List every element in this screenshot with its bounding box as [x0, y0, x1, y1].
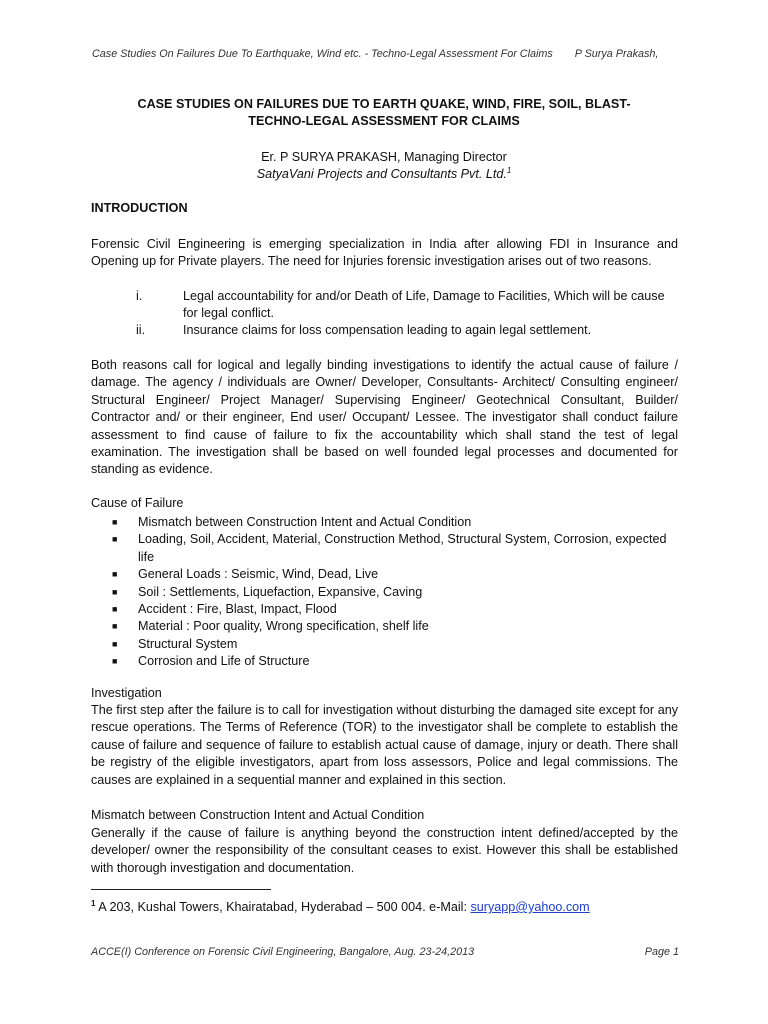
running-header-author: P Surya Prakash,: [574, 48, 659, 60]
cause-of-failure-list: [112, 514, 682, 671]
footnote-reference[interactable]: 1: [506, 166, 512, 175]
running-header-title: Case Studies On Failures Due To Earthquake, Wind etc. - Techno-Legal Assessment For Claims: [92, 48, 553, 60]
footnote: [91, 899, 590, 914]
conference-citation: ACCE(I) Conference on Forensic Civil Engineering, Bangalore, Aug. 23-24,2013: [91, 946, 475, 958]
bullet-square-icon: ■: [112, 586, 118, 597]
list-item-text: Mismatch between Construction Intent and Actual Condition: [138, 515, 472, 529]
document-title-line-2: TECHNO-LEGAL ASSESSMENT FOR CLAIMS: [248, 114, 520, 128]
list-item: [112, 636, 682, 653]
running-header: [92, 48, 692, 60]
reason-number: i.: [136, 289, 143, 303]
bullet-square-icon: ■: [112, 517, 118, 527]
list-item-text: Soil : Settlements, Liquefaction, Expansive, Caving: [138, 584, 423, 599]
list-item: [112, 531, 682, 566]
organization-name: SatyaVani Projects and Consultants Pvt. Ltd.: [256, 167, 507, 182]
document-title-line-1: CASE STUDIES ON FAILURES DUE TO EARTH QUAKE, WIND, FIRE, SOIL, BLAST-: [137, 97, 631, 111]
bullet-square-icon: ■: [112, 656, 118, 667]
list-item-text: Loading, Soil, Accident, Material, Construction Method, Structural System, Corrosion, expected life: [138, 532, 667, 564]
investigation-heading: Investigation: [91, 686, 162, 700]
investigation-paragraph: The first step after the failure is to call for investigation without disturbing the damaged site except for any rescue operations. The Terms of Reference (TOR) to the investigator shall be complete to establish the cause of failure and sequence of failure to establish actual cause of damage, injury or death. There shall be registry of the eligible investigators, apart from loss assessors, Police and legal commissions. The causes are explained in a sequential manner and explained in this section.: [91, 703, 678, 787]
author-line: Er. P SURYA PRAKASH, Managing Director: [261, 150, 507, 164]
footnote-text: A 203, Kushal Towers, Khairatabad, Hyderabad – 500 004. e-Mail:: [95, 900, 471, 915]
list-item-text: General Loads : Seismic, Wind, Dead, Live: [138, 567, 379, 582]
organization-line: [60, 166, 708, 181]
reason-item-2: [136, 322, 681, 339]
list-item: [112, 601, 682, 618]
introduction-paragraph-1: Forensic Civil Engineering is emerging specialization in India after allowing FDI in Insurance and Opening up for Private players. The need for Injuries forensic investigation arises out of two reasons.: [91, 237, 678, 269]
footnote-divider: [91, 889, 271, 890]
reason-number: ii.: [136, 323, 146, 337]
mismatch-heading: Mismatch between Construction Intent and Actual Condition: [91, 808, 425, 822]
reason-item-1: [136, 288, 681, 323]
page-number: Page 1: [644, 946, 679, 958]
introduction-heading: INTRODUCTION: [91, 201, 188, 215]
running-footer: [91, 946, 679, 958]
list-item: [112, 618, 682, 635]
bullet-square-icon: ■: [112, 569, 118, 580]
list-item: [112, 653, 682, 670]
reason-text: Legal accountability for and/or Death of Life, Damage to Facilities, Which will be cause for legal conflict.: [183, 289, 665, 321]
bullet-square-icon: ■: [112, 534, 118, 545]
list-item: [112, 514, 682, 531]
list-item: [112, 584, 682, 601]
footnote-mark: 1: [91, 899, 96, 908]
email-link[interactable]: suryapp@yahoo.com: [470, 900, 590, 915]
mismatch-paragraph: Generally if the cause of failure is anything beyond the construction intent defined/accepted by the developer/ owner the responsibility of the consultant ceases to exist. However this shall be established with thorough investigation and documentation.: [91, 826, 678, 875]
list-item-text: Corrosion and Life of Structure: [138, 654, 310, 669]
list-item: [112, 566, 682, 583]
cause-of-failure-heading: Cause of Failure: [91, 496, 184, 510]
introduction-paragraph-2: Both reasons call for logical and legally binding investigations to identify the actual cause of failure / damage. The agency / individuals are Owner/ Developer, Consultants- Architect/ Consulting engineer/ Structural Engineer/ Project Manager/ Supervising Engineer/ Geotechnical Consultant, Builder/ Contractor and/ or their engineer, End user/ Occupant/ Lessee. The investigator shall conduct failure assessment to find cause of failure to fix the accountability which shall stand the test of legal examination. The investigation shall be based on well founded legal processes and documented for standing as evidence.: [91, 358, 678, 477]
bullet-square-icon: ■: [112, 604, 118, 615]
reason-text: Insurance claims for loss compensation leading to again legal settlement.: [183, 323, 592, 337]
bullet-square-icon: ■: [112, 638, 118, 649]
bullet-square-icon: ■: [112, 621, 118, 632]
list-item-text: Accident : Fire, Blast, Impact, Flood: [138, 602, 337, 617]
list-item-text: Structural System: [138, 636, 238, 651]
list-item-text: Material : Poor quality, Wrong specification, shelf life: [138, 619, 429, 634]
